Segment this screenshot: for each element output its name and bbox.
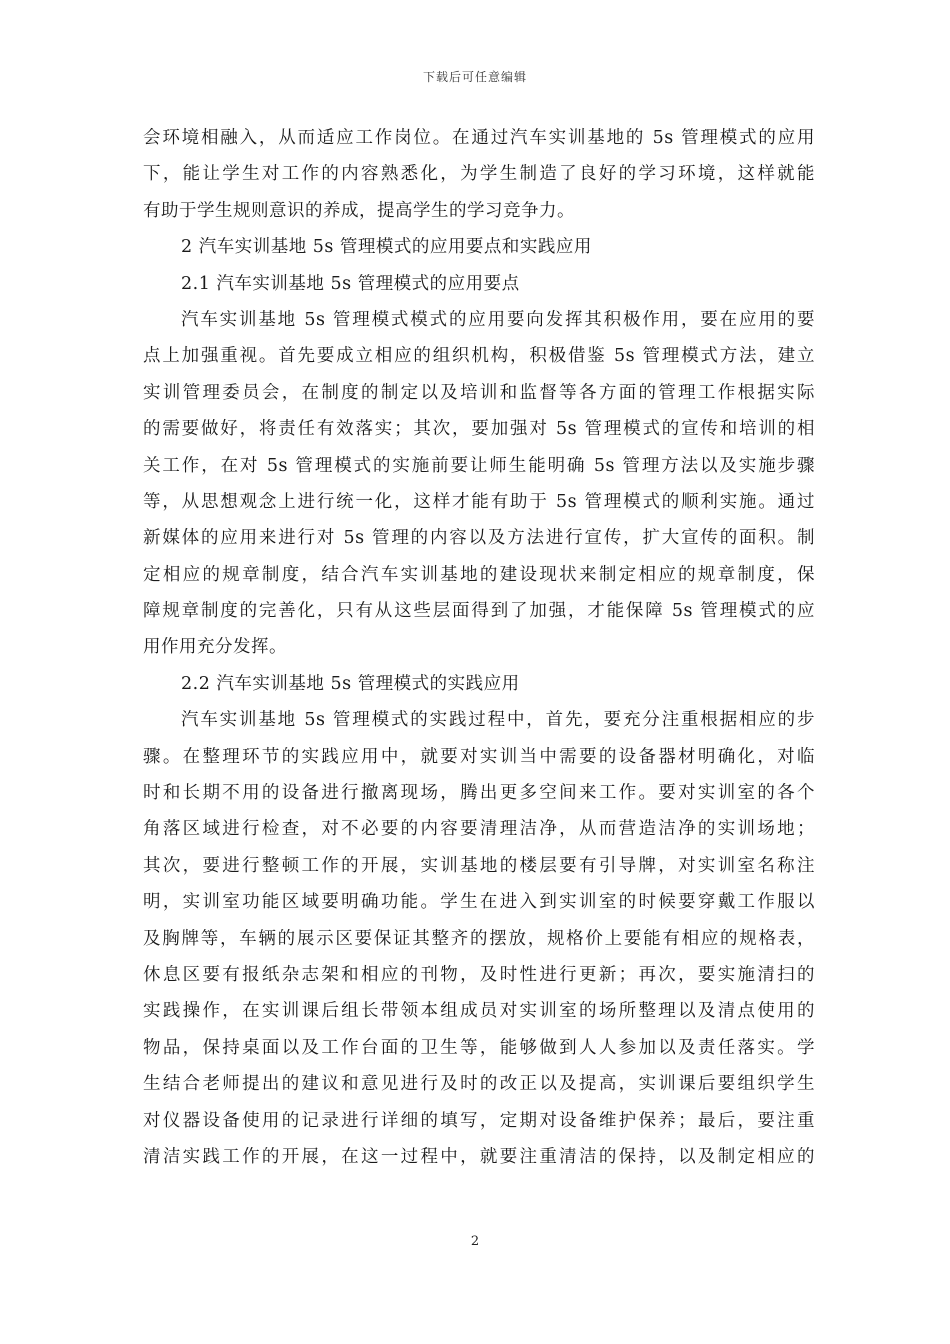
text-line: 点上加强重视。首先要成立相应的组织机构，积极借鉴 5s 管理模式方法，建立 <box>143 346 815 367</box>
text-line: 有助于学生规则意识的养成，提高学生的学习竞争力。 <box>143 200 575 221</box>
text-line: 明，实训室功能区域要明确功能。学生在进入到实训室的时候要穿戴工作服以 <box>143 892 815 913</box>
text-line: 清洁实践工作的开展，在这一过程中，就要注重清洁的保持，以及制定相应的 <box>143 1146 815 1167</box>
text-line: 时和长期不用的设备进行撤离现场，腾出更多空间来工作。要对实训室的各个 <box>143 783 815 804</box>
text-line: 障规章制度的完善化，只有从这些层面得到了加强，才能保障 5s 管理模式的应 <box>143 601 815 622</box>
text-line: 休息区要有报纸杂志架和相应的刊物，及时性进行更新；再次，要实施清扫的 <box>143 964 815 985</box>
page-number: 2 <box>470 1234 480 1249</box>
text-line: 会环境相融入，从而适应工作岗位。在通过汽车实训基地的 5s 管理模式的应用 <box>143 128 815 148</box>
text-line: 关工作，在对 5s 管理模式的实施前要让师生能明确 5s 管理方法以及实施步骤 <box>143 455 815 476</box>
text-line: 及胸牌等，车辆的展示区要保证其整齐的摆放，规格价上要能有相应的规格表， <box>143 928 815 949</box>
text-line: 实践操作，在实训课后组长带领本组成员对实训室的场所整理以及清点使用的 <box>143 1001 815 1022</box>
text-line: 等，从思想观念上进行统一化，这样才能有助于 5s 管理模式的顺利实施。通过 <box>143 491 815 512</box>
text-line: 2.2 汽车实训基地 5s 管理模式的实践应用 <box>181 673 520 694</box>
text-line: 的需要做好，将责任有效落实；其次，要加强对 5s 管理模式的宣传和培训的相 <box>143 419 815 440</box>
text-line: 对仪器设备使用的记录进行详细的填写，定期对设备维护保养；最后，要注重 <box>143 1110 815 1131</box>
text-line: 骤。在整理环节的实践应用中，就要对实训当中需要的设备器材明确化，对临 <box>143 746 815 767</box>
text-line: 其次，要进行整顿工作的开展，实训基地的楼层要有引导牌，对实训室名称注 <box>143 855 815 876</box>
text-line: 生结合老师提出的建议和意见进行及时的改正以及提高，实训课后要组织学生 <box>143 1074 815 1095</box>
text-line: 2.1 汽车实训基地 5s 管理模式的应用要点 <box>181 273 520 294</box>
page-header: 下载后可任意编辑 <box>422 70 527 84</box>
text-line: 角落区域进行检查，对不必要的内容要清理洁净，从而营造洁净的实训场地； <box>143 819 815 840</box>
text-line: 2 汽车实训基地 5s 管理模式的应用要点和实践应用 <box>181 237 592 258</box>
text-line: 新媒体的应用来进行对 5s 管理的内容以及方法进行宣传，扩大宣传的面积。制 <box>143 528 815 549</box>
text-line: 实训管理委员会，在制度的制定以及培训和监督等各方面的管理工作根据实际 <box>143 382 815 403</box>
text-line: 汽车实训基地 5s 管理模式的实践过程中，首先，要充分注重根据相应的步 <box>181 710 815 731</box>
document-body <box>143 120 815 1175</box>
text-line: 物品，保持桌面以及工作台面的卫生等，能够做到人人参加以及责任落实。学 <box>143 1037 815 1058</box>
text-line: 下，能让学生对工作的内容熟悉化，为学生制造了良好的学习环境，这样就能 <box>143 164 815 185</box>
text-line: 汽车实训基地 5s 管理模式模式的应用要向发挥其积极作用，要在应用的要 <box>181 309 815 330</box>
text-line: 定相应的规章制度，结合汽车实训基地的建设现状来制定相应的规章制度，保 <box>143 564 815 585</box>
text-line: 用作用充分发挥。 <box>143 637 287 658</box>
